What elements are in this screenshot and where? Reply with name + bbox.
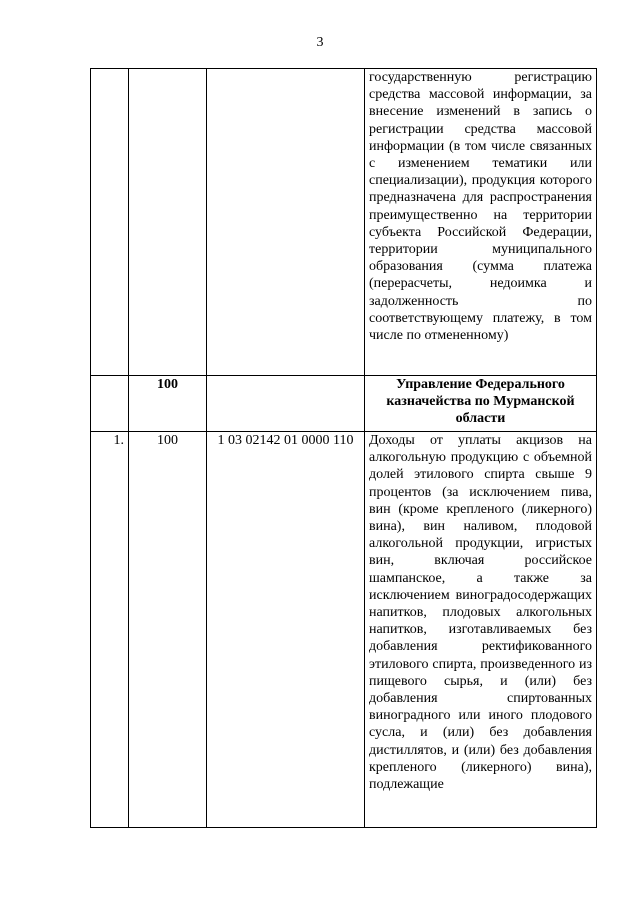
agency-name-cell: Управление Федерального казначейства по Мурманской области xyxy=(365,376,597,432)
admin-code-cell: 100 xyxy=(129,376,207,432)
table-row xyxy=(91,376,597,432)
description-cell xyxy=(365,69,597,376)
table-row xyxy=(91,432,597,828)
kbk-code-cell xyxy=(207,376,365,432)
description-text: Доходы от уплаты акцизов на алкогольную продукцию с объемной долей этилового спирта свыше 9 процентов (за исключением пива, вин (кроме крепленого (ликерного) вина), вин наливом, плодовой алкогольной продукции, игристых вин, включая российское шампанское, а также за исключением виноградосодержащих напитков, плодовых алкогольных напитков, изготавливаемых без добавления ректификованного этилового спирта, произведенного из пищевого сырья, и (или) без добавления спиртованных виноградного или иного плодового сусла, и (или) без добавления дистиллятов, и (или) без добавления крепленого (ликерного) вина), подлежащие xyxy=(369,433,592,793)
kbk-code-cell xyxy=(207,69,365,376)
row-number-cell xyxy=(91,69,129,376)
admin-code-cell xyxy=(129,69,207,376)
description-cell xyxy=(365,432,597,828)
table-row xyxy=(91,69,597,376)
row-number-cell: 1. xyxy=(91,432,129,828)
kbk-code-cell: 1 03 02142 01 0000 110 xyxy=(207,432,365,828)
admin-code-cell: 100 xyxy=(129,432,207,828)
revenue-table xyxy=(90,68,597,828)
description-text: государственную регистрацию средства массовой информации, за внесение изменений в запись о регистрации средства массовой информации (в том числе связанных с изменением тематики или специализации), продукция которого предназначена для распространения преимущественно на территории субъекта Российской Федерации, территории муниципального образования (сумма платежа (перерасчеты, недоимка и задолженность по соответствующему платежу, в том числе по отмененному) xyxy=(369,70,592,344)
page-number: 3 xyxy=(316,35,324,50)
row-number-cell xyxy=(91,376,129,432)
